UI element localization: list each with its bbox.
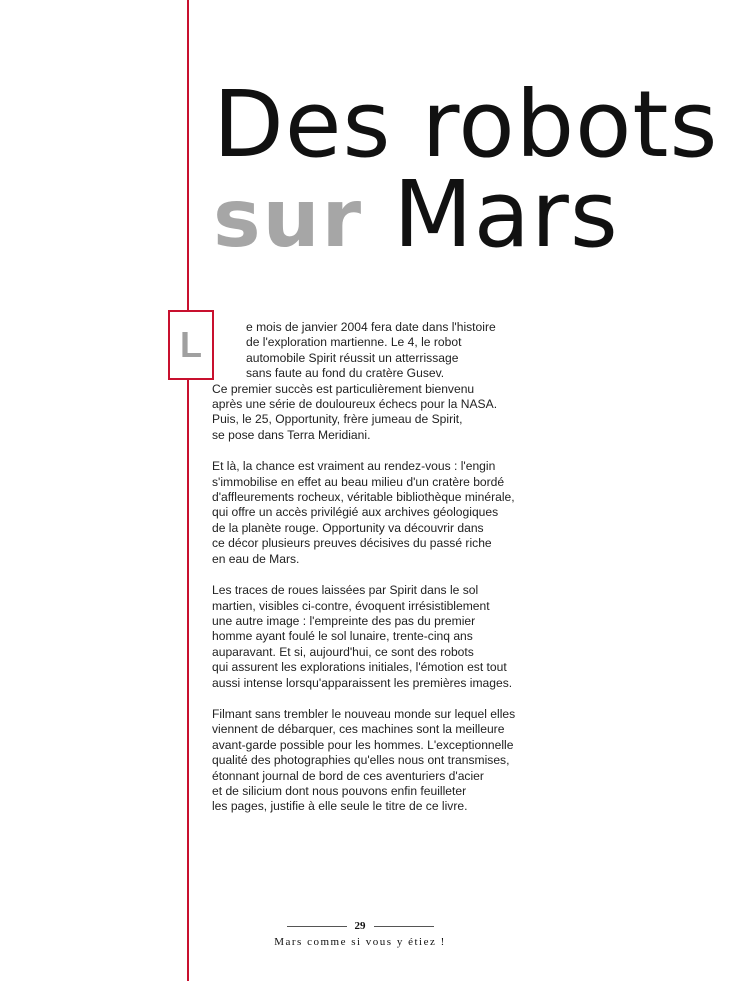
text-line: qui offre un accès privilégié aux archives géologiques xyxy=(212,505,499,520)
footer-rule-right xyxy=(374,926,434,927)
text-line: Les traces de roues laissées par Spirit dans le sol xyxy=(212,583,479,598)
article-body xyxy=(212,320,517,831)
text-line: Ce premier succès est particulièrement bienvenu xyxy=(212,381,475,396)
drop-cap xyxy=(168,310,214,380)
text-line: e mois de janvier 2004 fera date dans l'histoire xyxy=(246,320,496,334)
text-line: étonnant journal de bord de ces aventuriers d'acier xyxy=(212,768,484,783)
text-line: et de silicium dont nous pouvons enfin feuilleter xyxy=(212,783,467,798)
text-line: d'affleurements rocheux, véritable bibliothèque minérale, xyxy=(212,490,515,505)
text-line: qualité des photographies qu'elles nous ont transmises, xyxy=(212,753,510,768)
text-line: en eau de Mars. xyxy=(212,551,300,566)
text-line: de l'exploration martienne. Le 4, le robot xyxy=(246,335,462,350)
text-line: Puis, le 25, Opportunity, frère jumeau de Spirit, xyxy=(212,412,463,427)
text-line: martien, visibles ci-contre, évoquent irrésistiblement xyxy=(212,598,490,613)
text-line: homme ayant foulé le sol lunaire, trente-cinq ans xyxy=(212,629,473,644)
title-line-2 xyxy=(213,161,718,268)
page-number: 29 xyxy=(354,920,366,932)
text-line: s'immobilise en effet au beau milieu d'un cratère bordé xyxy=(212,474,505,489)
text-line: après une série de douloureux échecs pour la NASA. xyxy=(212,397,498,412)
drop-cap-letter: L xyxy=(180,324,202,365)
text-line: aussi intense lorsqu'apparaissent les premières images. xyxy=(212,675,513,690)
paragraph xyxy=(212,707,517,815)
text-line: viennent de débarquer, ces machines sont la meilleure xyxy=(212,722,505,737)
text-line: Filmant sans trembler le nouveau monde sur lequel elles xyxy=(212,706,516,721)
paragraph xyxy=(212,320,517,443)
page-footer xyxy=(270,920,450,948)
page-number-row xyxy=(270,920,450,932)
title-accent-word: sur xyxy=(213,172,364,265)
text-line: auparavant. Et si, aujourd'hui, ce sont des robots xyxy=(212,644,474,659)
text-line: ce décor plusieurs preuves décisives du passé riche xyxy=(212,536,492,551)
text-line: de la planète rouge. Opportunity va découvrir dans xyxy=(212,520,484,535)
text-line: avant-garde possible pour les hommes. L'exceptionnelle xyxy=(212,737,514,752)
text-line: sans faute au fond du cratère Gusev. xyxy=(246,366,445,381)
text-line: une autre image : l'empreinte des pas du premier xyxy=(212,613,476,628)
paragraph xyxy=(212,583,517,691)
page-title xyxy=(213,71,719,268)
margin-rule xyxy=(187,0,189,981)
text-line: qui assurent les explorations initiales, l'émotion est tout xyxy=(212,660,507,675)
text-line: automobile Spirit réussit un atterrissage xyxy=(246,350,459,365)
title-main-word: Mars xyxy=(393,161,619,268)
text-line: les pages, justifie à elle seule le titre de ce livre. xyxy=(212,799,468,814)
text-line: Et là, la chance est vraiment au rendez-vous : l'engin xyxy=(212,459,496,474)
running-title: Mars comme si vous y étiez ! xyxy=(274,936,446,948)
title-line-1: Des robots xyxy=(213,71,719,178)
paragraph xyxy=(212,459,517,567)
text-line: se pose dans Terra Meridiani. xyxy=(212,427,371,442)
footer-rule-left xyxy=(287,926,347,927)
